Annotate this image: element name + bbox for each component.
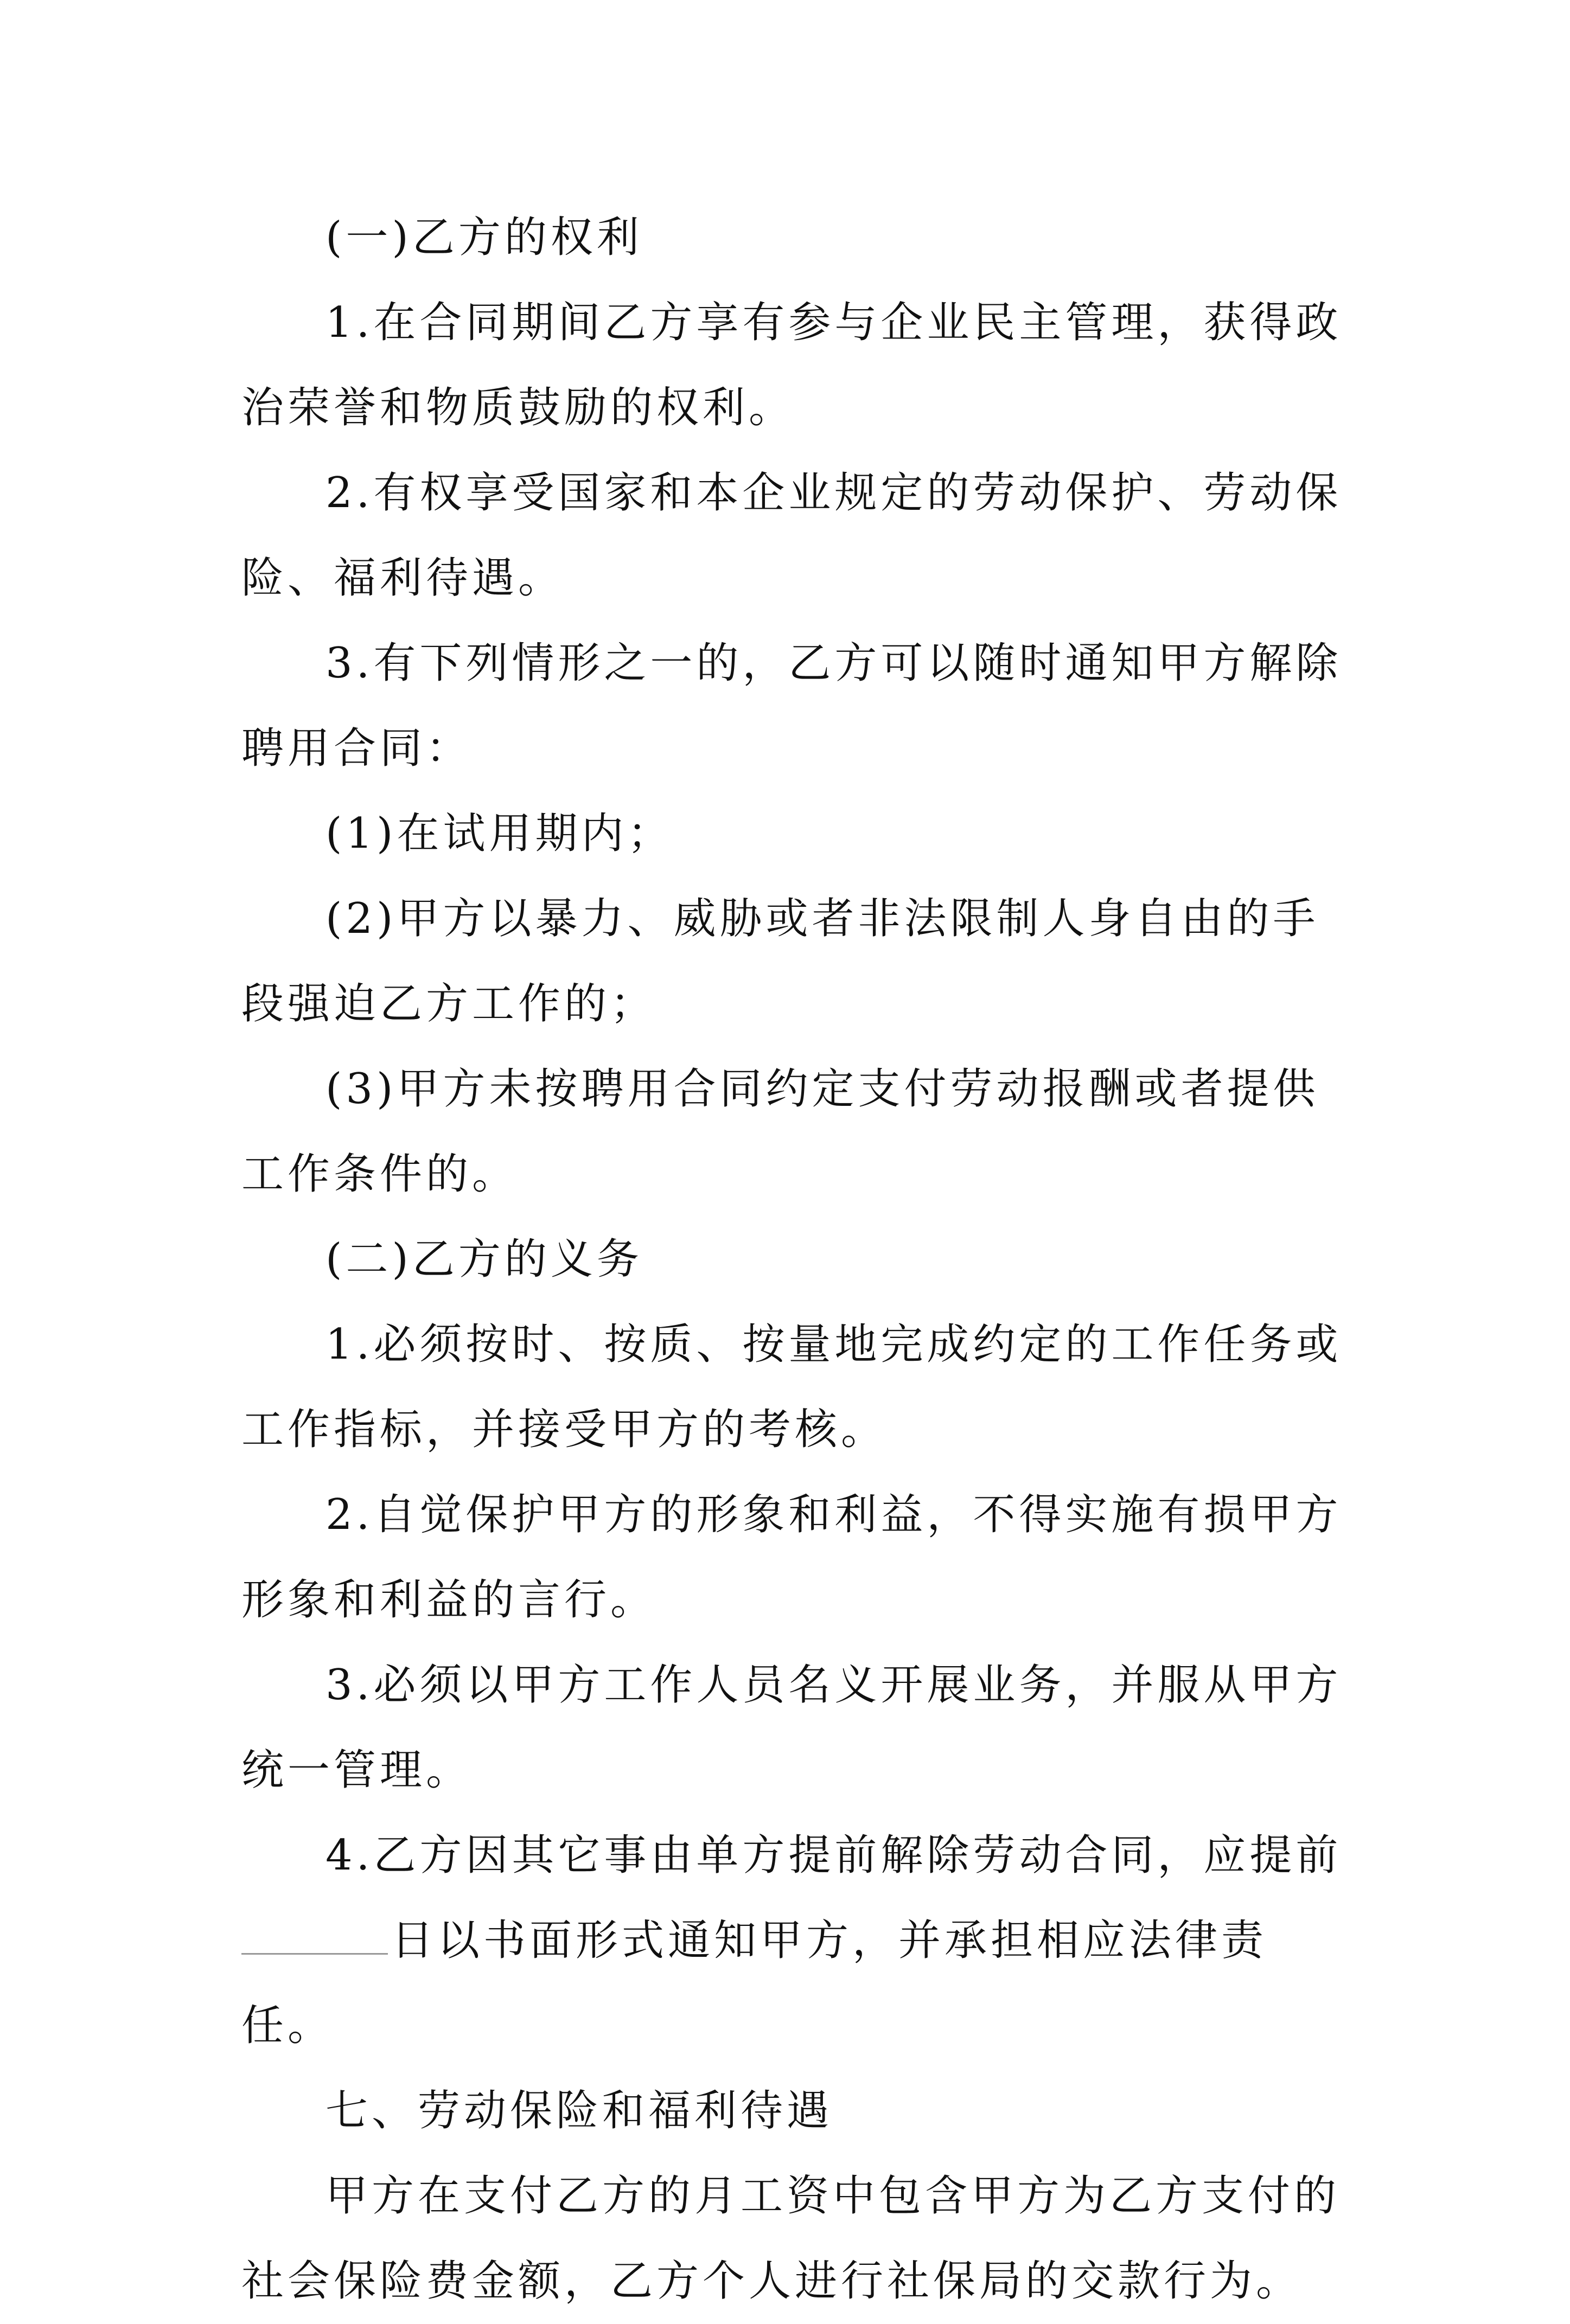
duties-item-4-line1: 4.乙方因其它事由单方提前解除劳动合同，应提前 (326, 1831, 1342, 1880)
rights-item-3-sub-2: (2)甲方以暴力、威胁或者非法限制人身自由的手段强迫乙方工作的； (241, 894, 1319, 1028)
section-seven-body: 甲方在支付乙方的月工资中包含甲方为乙方支付的社会保险费金额，乙方个人进行社保局的交款行为。 (241, 2172, 1341, 2306)
fill-in-blank-days[interactable] (241, 1915, 388, 1955)
duties-item-3: 3.必须以甲方工作人员名义开展业务，并服从甲方统一管理。 (241, 1661, 1342, 1795)
rights-item-2: 2.有权享受国家和本企业规定的劳动保护、劳动保险、福利待遇。 (241, 469, 1342, 603)
duties-heading: (二)乙方的义务 (326, 1235, 643, 1284)
duties-item-4-line2: 日以书面形式通知甲方，并承担相应法律责任。 (241, 1916, 1268, 2050)
rights-heading: (一)乙方的权利 (326, 213, 643, 262)
rights-item-3-sub-1: (1)在试用期内； (326, 809, 674, 858)
document-page (241, 195, 1348, 2324)
duties-item-1: 1.必须按时、按质、按量地完成约定的工作任务或工作指标，并接受甲方的考核。 (241, 1320, 1342, 1454)
rights-item-1: 1.在合同期间乙方享有参与企业民主管理，获得政治荣誉和物质鼓励的权利。 (241, 298, 1342, 432)
duties-item-4 (241, 1813, 1348, 2069)
rights-item-3: 3.有下列情形之一的，乙方可以随时通知甲方解除聘用合同： (241, 639, 1342, 773)
rights-item-3-sub-3: (3)甲方未按聘用合同约定支付劳动报酬或者提供工作条件的。 (241, 1065, 1319, 1199)
duties-item-2: 2.自觉保护甲方的形象和利益，不得实施有损甲方形象和利益的言行。 (241, 1490, 1342, 1624)
section-seven-heading: 七、劳动保险和福利待遇 (326, 2086, 833, 2135)
